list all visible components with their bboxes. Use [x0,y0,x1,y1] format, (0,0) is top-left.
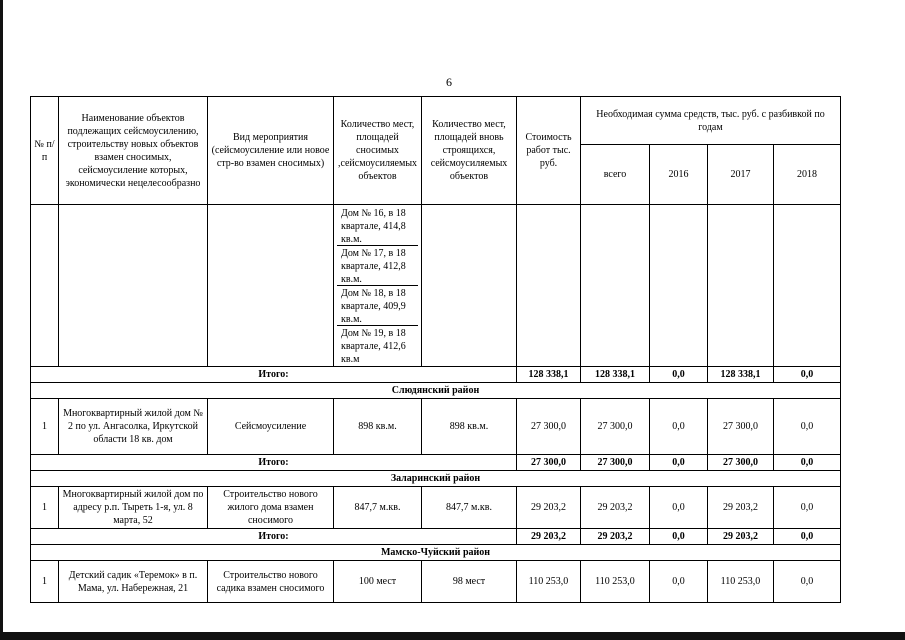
total-sum: 27 300,0 [581,455,650,471]
row-num: 1 [31,561,59,603]
total-2018: 0,0 [774,529,841,545]
row-cost: 29 203,2 [517,487,581,529]
place-entry: Дом № 17, в 18 квартале, 412,8 кв.м. [337,246,418,286]
row-name: Многоквартирный жилой дом № 2 по ул. Ангасолка, Иркутской области 18 кв. дом [59,399,208,455]
total-2017: 29 203,2 [708,529,774,545]
total-sum: 128 338,1 [581,367,650,383]
total-label: Итого: [31,529,517,545]
header-action: Вид мероприятия (сейсмоусиление или новое стр-во взамен сносимых) [208,97,334,205]
row-2016: 0,0 [650,399,708,455]
place-entry: Дом № 19, в 18 квартале, 412,6 кв.м [341,328,406,365]
row-num: 1 [31,487,59,529]
total-2017: 27 300,0 [708,455,774,471]
total-cost: 27 300,0 [517,455,581,471]
scan-edge-bottom [0,632,905,640]
header-places-new: Количество мест, площадей вновь строящихся, сейсмоусиляемых объектов [422,97,517,205]
header-funds: Необходимая сумма средств, тыс. руб. с разбивкой по годам [581,97,841,145]
total-2016: 0,0 [650,529,708,545]
scan-edge-left [0,0,3,640]
total-label: Итого: [31,455,517,471]
row-places-new: 98 мест [422,561,517,603]
row-cost: 27 300,0 [517,399,581,455]
region-heading: Слюдянский район [31,383,841,399]
row-name: Детский садик «Теремок» в п. Мама, ул. Набережная, 21 [59,561,208,603]
total-cost: 128 338,1 [517,367,581,383]
row-2018: 0,0 [774,399,841,455]
row-total: 29 203,2 [581,487,650,529]
page-number: 6 [446,75,452,89]
total-row [31,455,841,471]
row-2018: 0,0 [774,487,841,529]
table-row [31,399,841,455]
row-places-demolished: 100 мест [334,561,422,603]
row-action: Строительство нового садика взамен сносимого [208,561,334,603]
header-2016: 2016 [650,145,708,205]
header-2017: 2017 [708,145,774,205]
table-row [31,561,841,603]
region-row [31,545,841,561]
funding-table [30,96,841,603]
row-2016: 0,0 [650,561,708,603]
place-entry: Дом № 18, в 18 квартале, 409,9 кв.м. [337,286,418,326]
row-cost: 110 253,0 [517,561,581,603]
total-row [31,529,841,545]
header-2018: 2018 [774,145,841,205]
row-2017: 27 300,0 [708,399,774,455]
header-places-demolished: Количество мест, площадей сносимых ,сейсмоусиляемых объектов [334,97,422,205]
row-places-demolished: 898 кв.м. [334,399,422,455]
total-2017: 128 338,1 [708,367,774,383]
row-total: 27 300,0 [581,399,650,455]
row-action: Сейсмоусиление [208,399,334,455]
continued-row [31,205,841,367]
row-2018: 0,0 [774,561,841,603]
region-heading: Заларинский район [31,471,841,487]
total-label: Итого: [31,367,517,383]
header-total: всего [581,145,650,205]
table-row [31,487,841,529]
header-cost: Стоимость работ тыс. руб. [517,97,581,205]
place-entry: Дом № 16, в 18 квартале, 414,8 кв.м. [337,206,418,246]
total-cost: 29 203,2 [517,529,581,545]
row-2016: 0,0 [650,487,708,529]
row-places-new: 847,7 м.кв. [422,487,517,529]
header-row [31,97,841,145]
continued-places-cell [334,205,422,367]
total-2018: 0,0 [774,455,841,471]
total-sum: 29 203,2 [581,529,650,545]
row-2017: 110 253,0 [708,561,774,603]
row-places-demolished: 847,7 м.кв. [334,487,422,529]
header-name: Наименование объектов подлежащих сейсмоусилению, строительству новых объектов взамен сносимых, сейсмоусиление которых, экономически нецелесообразно [59,97,208,205]
row-places-new: 898 кв.м. [422,399,517,455]
region-heading: Мамско-Чуйский район [31,545,841,561]
row-total: 110 253,0 [581,561,650,603]
total-2016: 0,0 [650,455,708,471]
row-2017: 29 203,2 [708,487,774,529]
header-num: № п/п [31,97,59,205]
row-num: 1 [31,399,59,455]
row-action: Строительство нового жилого дома взамен сносимого [208,487,334,529]
region-row [31,383,841,399]
region-row [31,471,841,487]
total-2016: 0,0 [650,367,708,383]
row-name: Многоквартирный жилой дом по адресу р.п. Тыреть 1-я, ул. 8 марта, 52 [59,487,208,529]
total-2018: 0,0 [774,367,841,383]
total-row [31,367,841,383]
